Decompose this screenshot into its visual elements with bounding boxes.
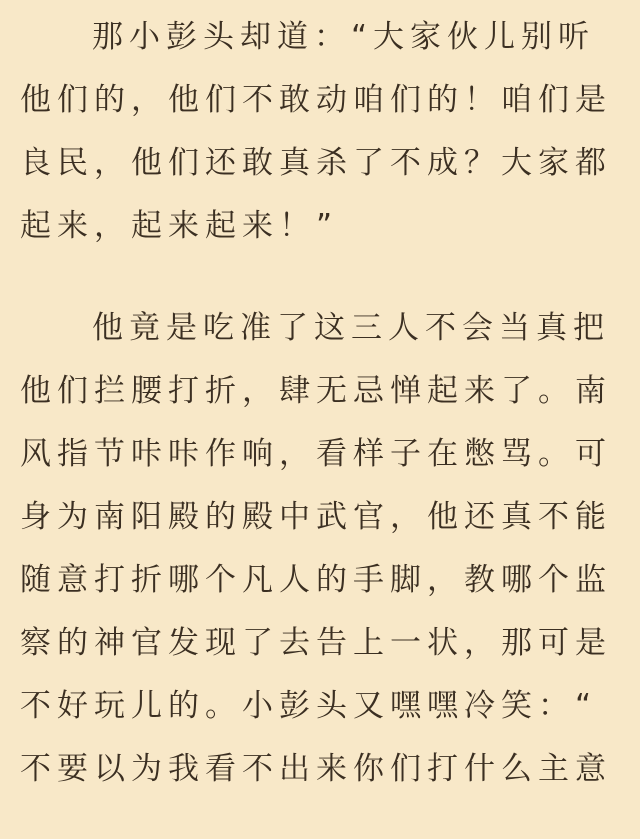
text-line: 起来，起来起来！”	[20, 208, 339, 244]
paragraph-gap	[20, 254, 620, 293]
text-line: 那小彭头却道：“大家伙儿别听	[92, 19, 596, 55]
text-line: 他们的，他们不敢动咱们的！咱们是	[20, 82, 612, 118]
paragraph-1	[20, 2, 620, 254]
text-line: 不要以为我看不出来你们打什么主意	[20, 751, 612, 787]
text-line: 风指节咔咔作响，看样子在憋骂。可	[20, 436, 612, 472]
text-line: 他竟是吃准了这三人不会当真把	[92, 310, 610, 346]
text-line: 他们拦腰打折，肆无忌惮起来了。南	[20, 373, 612, 409]
text-line: 察的神官发现了去告上一状，那可是	[20, 625, 612, 661]
text-line: 身为南阳殿的殿中武官，他还真不能	[20, 499, 612, 535]
text-line: 不好玩儿的。小彭头又嘿嘿冷笑：“	[20, 688, 598, 724]
text-line: 随意打折哪个凡人的手脚，教哪个监	[20, 562, 612, 598]
paragraph-2	[20, 293, 620, 797]
text-line: 良民，他们还敢真杀了不成？大家都	[20, 145, 612, 181]
